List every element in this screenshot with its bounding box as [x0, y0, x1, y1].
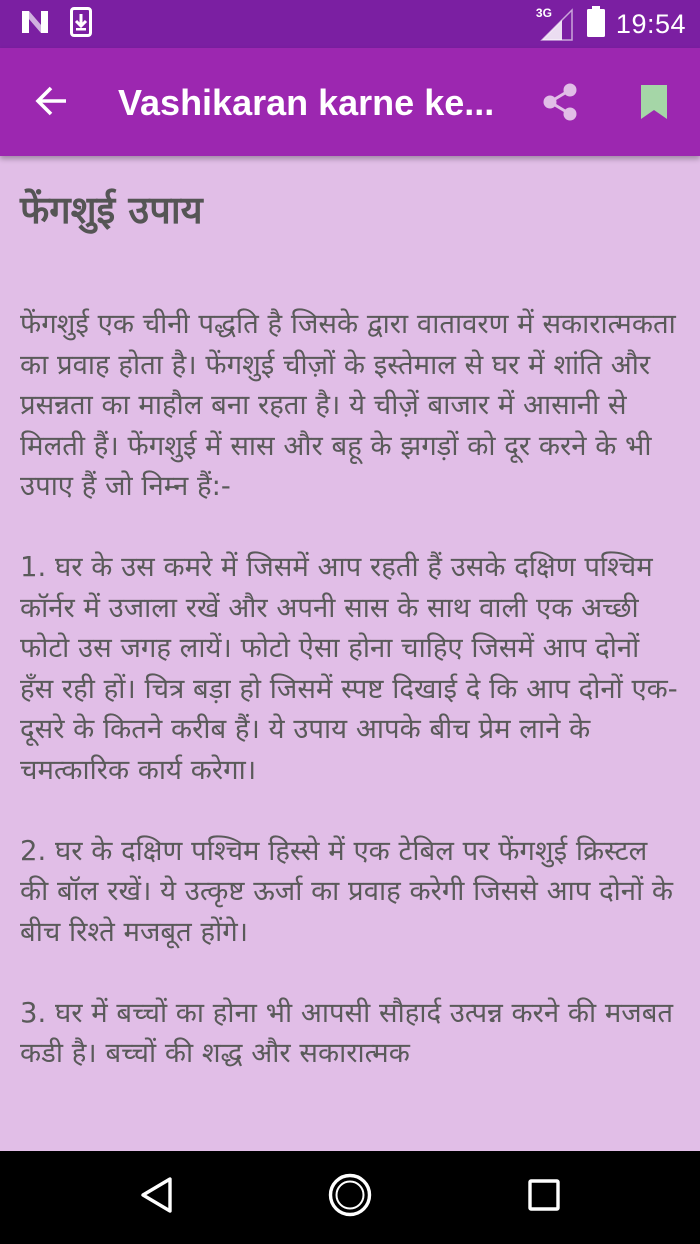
recents-square-icon: [528, 1179, 560, 1215]
signal-3g-icon: [536, 6, 576, 42]
share-button[interactable]: [532, 76, 588, 132]
back-triangle-icon: [140, 1176, 174, 1218]
app-bar: [0, 48, 700, 156]
article-paragraph-1: 1. घर के उस कमरे में जिसमें आप रहती हैं उसके दक्षिण पश्चिम कॉर्नर में उजाला रखें और अपनी सास के साथ वाली एक अच्छी फोटो उस जगह लायें। फोटो ऐसा होना चाहिए जिसमें आप दोनों हँस रही हों। चित्र बड़ा हो जिसमें स्पष्ट दिखाई दे कि आप दोनों एक-दूसरे के कितने करीब हैं। ये उपाय आपके बीच प्रेम लाने के चमत्कारिक कार्य करेगा।: [20, 551, 678, 786]
article-paragraph-2: 2. घर के दक्षिण पश्चिम हिस्से में एक टेबिल पर फेंगशुई क्रिस्टल की बॉल रखें। ये उत्कृष्ट ऊर्जा का प्रवाह करेगी जिससे आप दोनों के बीच रिश्ते मजबूत होंगे।: [20, 834, 674, 948]
navigation-bar: [0, 1151, 700, 1244]
nav-recents-button[interactable]: [514, 1167, 574, 1227]
home-circle-icon: [327, 1172, 373, 1222]
nav-back-button[interactable]: [127, 1167, 187, 1227]
nav-home-button[interactable]: [320, 1167, 380, 1227]
back-arrow-icon: [33, 83, 69, 123]
bookmark-icon: [639, 83, 669, 125]
status-bar: [0, 0, 700, 48]
article-body: [20, 304, 680, 1114]
status-left-icons: [20, 8, 92, 40]
article-paragraph-3: 3. घर में बच्चों का होना भी आपसी सौहार्द उत्पन्न करने की मजबत कडी है। बच्चों की शद्ध और सकारात्मक: [20, 996, 674, 1069]
battery-icon: [586, 6, 606, 42]
status-time: 19:54: [615, 8, 686, 39]
status-right-icons: [536, 4, 686, 44]
download-icon: [70, 7, 92, 41]
article-heading: फेंगशुई उपाय: [20, 188, 203, 232]
app-title: Vashikaran karne ke...: [118, 82, 495, 123]
article-paragraph-intro: फेंगशुई एक चीनी पद्धति है जिसके द्वारा वातावरण में सकारात्मकता का प्रवाह होता है। फेंगशुई चीज़ों के इस्तेमाल से घर में शांति और प्रसन्नता का माहौल बना रहता है। ये चीज़ें बाजार में आसानी से मिलती हैं। फेंगशुई में सास और बहू के झगड़ों को दूर करने के भी उपाए हैं जो निम्न हैं:-: [20, 308, 676, 502]
bookmark-button[interactable]: [626, 76, 682, 132]
back-button[interactable]: [22, 74, 80, 132]
share-icon: [540, 82, 580, 126]
n-logo-icon: [20, 9, 50, 39]
network-type-label: 3G: [535, 6, 552, 20]
article-content[interactable]: [0, 156, 700, 1151]
